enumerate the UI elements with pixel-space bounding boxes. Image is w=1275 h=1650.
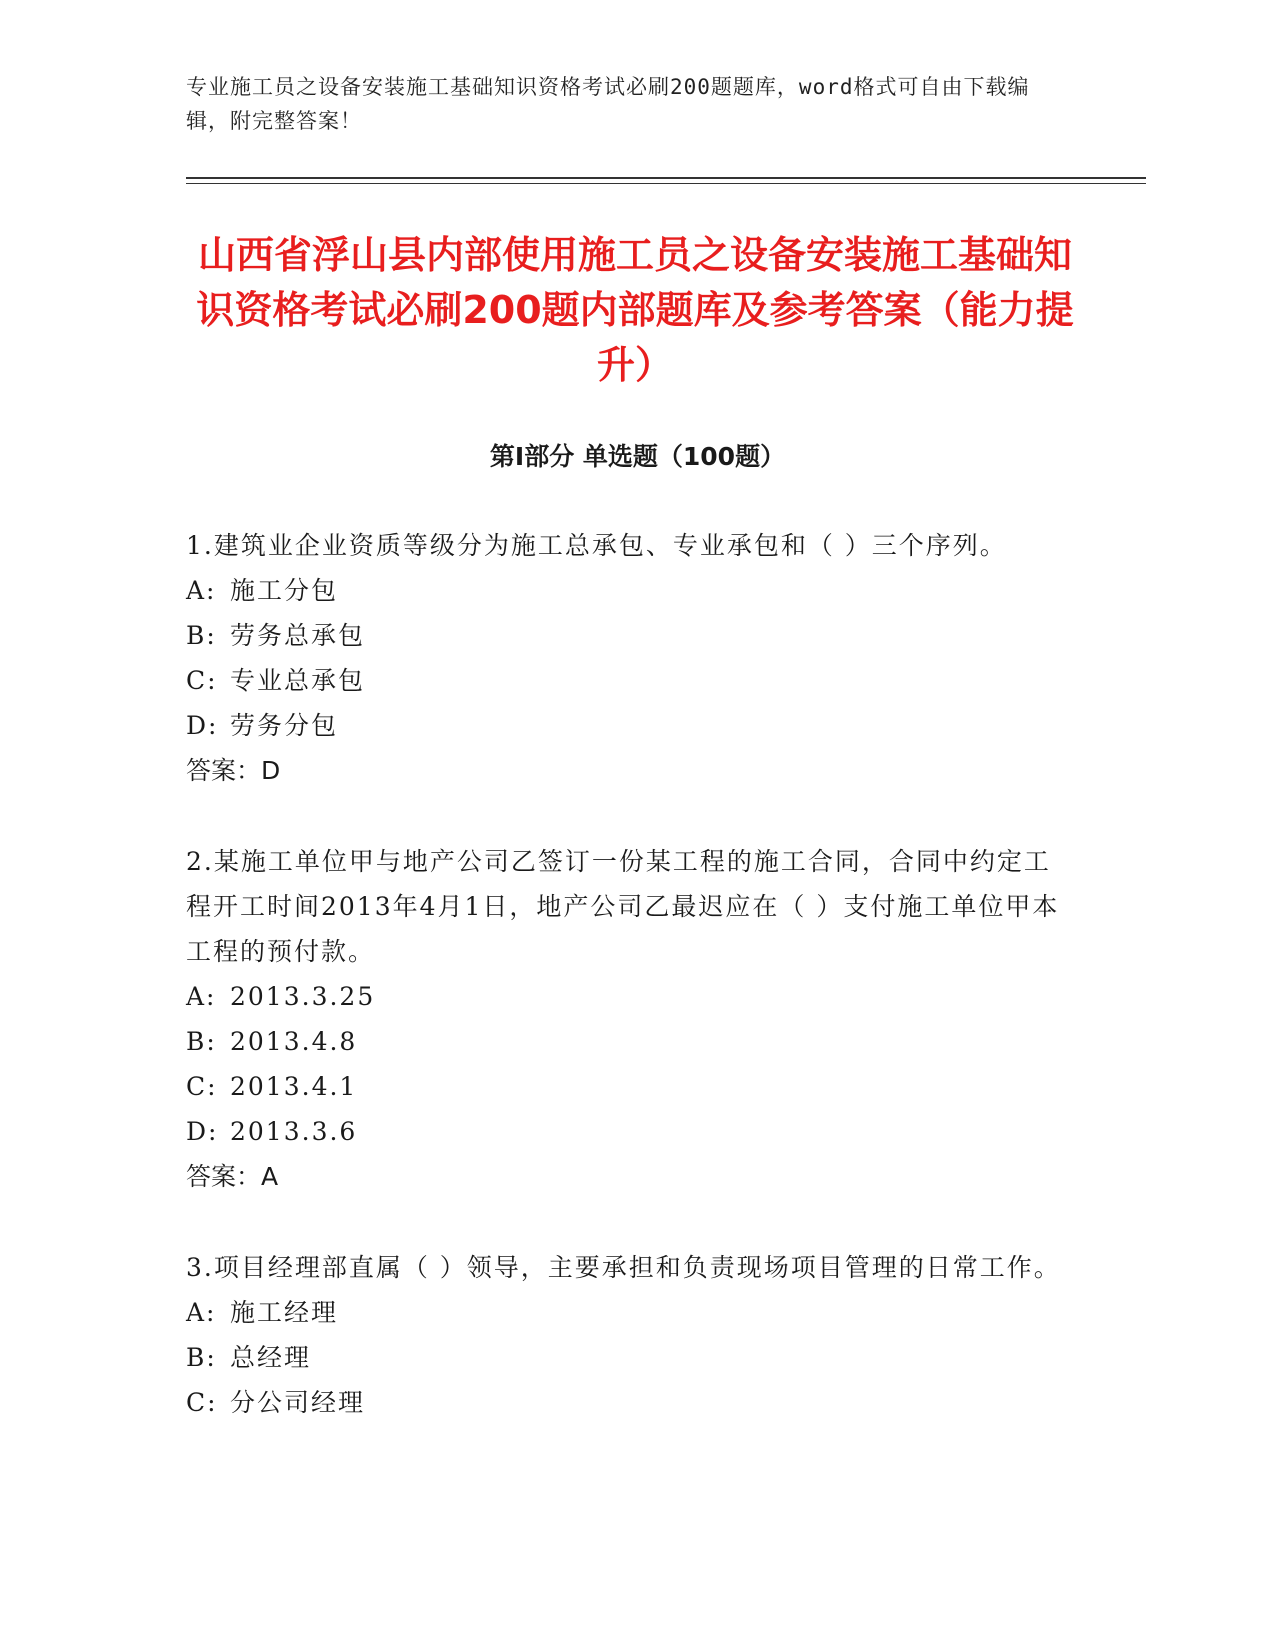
option-c [186, 1380, 1066, 1425]
option-c [186, 658, 1066, 703]
option-text: 分公司经理 [230, 1388, 366, 1417]
document-title: 山西省浮山县内部使用施工员之设备安装施工基础知识资格考试必刷200题内部题库及参考答案（能力提升） [196, 233, 1074, 387]
question-stem: 1.建筑业企业资质等级分为施工总承包、专业承包和（ ）三个序列。 [186, 531, 1007, 560]
option-b [186, 613, 1066, 658]
question-2 [186, 839, 1066, 1199]
option-a [186, 1290, 1066, 1335]
option-a [186, 974, 1066, 1019]
option-c [186, 1064, 1066, 1109]
question-3 [186, 1245, 1066, 1425]
option-text: 劳务分包 [230, 711, 339, 740]
option-letter: A: [186, 982, 217, 1011]
option-text: 施工分包 [230, 576, 339, 605]
option-text: 2013.4.8 [230, 1027, 358, 1056]
answer-line: 答案：D [186, 756, 281, 785]
option-text: 2013.3.6 [230, 1117, 358, 1146]
option-letter: B: [186, 1027, 217, 1056]
header-divider-thick [186, 177, 1146, 179]
option-letter: D: [186, 711, 219, 740]
option-letter: A: [186, 576, 217, 605]
option-text: 2013.3.25 [230, 982, 376, 1011]
option-d [186, 1109, 1066, 1154]
header-note: 专业施工员之设备安装施工基础知识资格考试必刷200题题库，word格式可自由下载编辑，附完整答案！ [186, 75, 1030, 133]
option-letter: B: [186, 621, 217, 650]
option-letter: D: [186, 1117, 219, 1146]
question-stem: 2.某施工单位甲与地产公司乙签订一份某工程的施工合同，合同中约定工程开工时间2013年4月1日，地产公司乙最迟应在（ ）支付施工单位甲本工程的预付款。 [186, 847, 1060, 966]
question-stem: 3.项目经理部直属（ ）领导，主要承担和负责现场项目管理的日常工作。 [186, 1253, 1061, 1282]
option-b [186, 1019, 1066, 1064]
option-d [186, 703, 1066, 748]
option-text: 总经理 [230, 1343, 312, 1372]
question-list [186, 523, 1066, 1471]
option-b [186, 1335, 1066, 1380]
option-text: 2013.4.1 [230, 1072, 358, 1101]
option-letter: A: [186, 1298, 217, 1327]
option-a [186, 568, 1066, 613]
option-letter: C: [186, 1072, 218, 1101]
option-letter: C: [186, 1388, 218, 1417]
option-text: 施工经理 [230, 1298, 339, 1327]
option-text: 专业总承包 [230, 666, 366, 695]
option-letter: C: [186, 666, 218, 695]
header-divider-thin [186, 183, 1146, 184]
question-1 [186, 523, 1066, 793]
answer-line: 答案：A [186, 1162, 279, 1191]
section-heading: 第Ⅰ部分 单选题（100题） [489, 442, 786, 471]
option-letter: B: [186, 1343, 217, 1372]
option-text: 劳务总承包 [230, 621, 366, 650]
